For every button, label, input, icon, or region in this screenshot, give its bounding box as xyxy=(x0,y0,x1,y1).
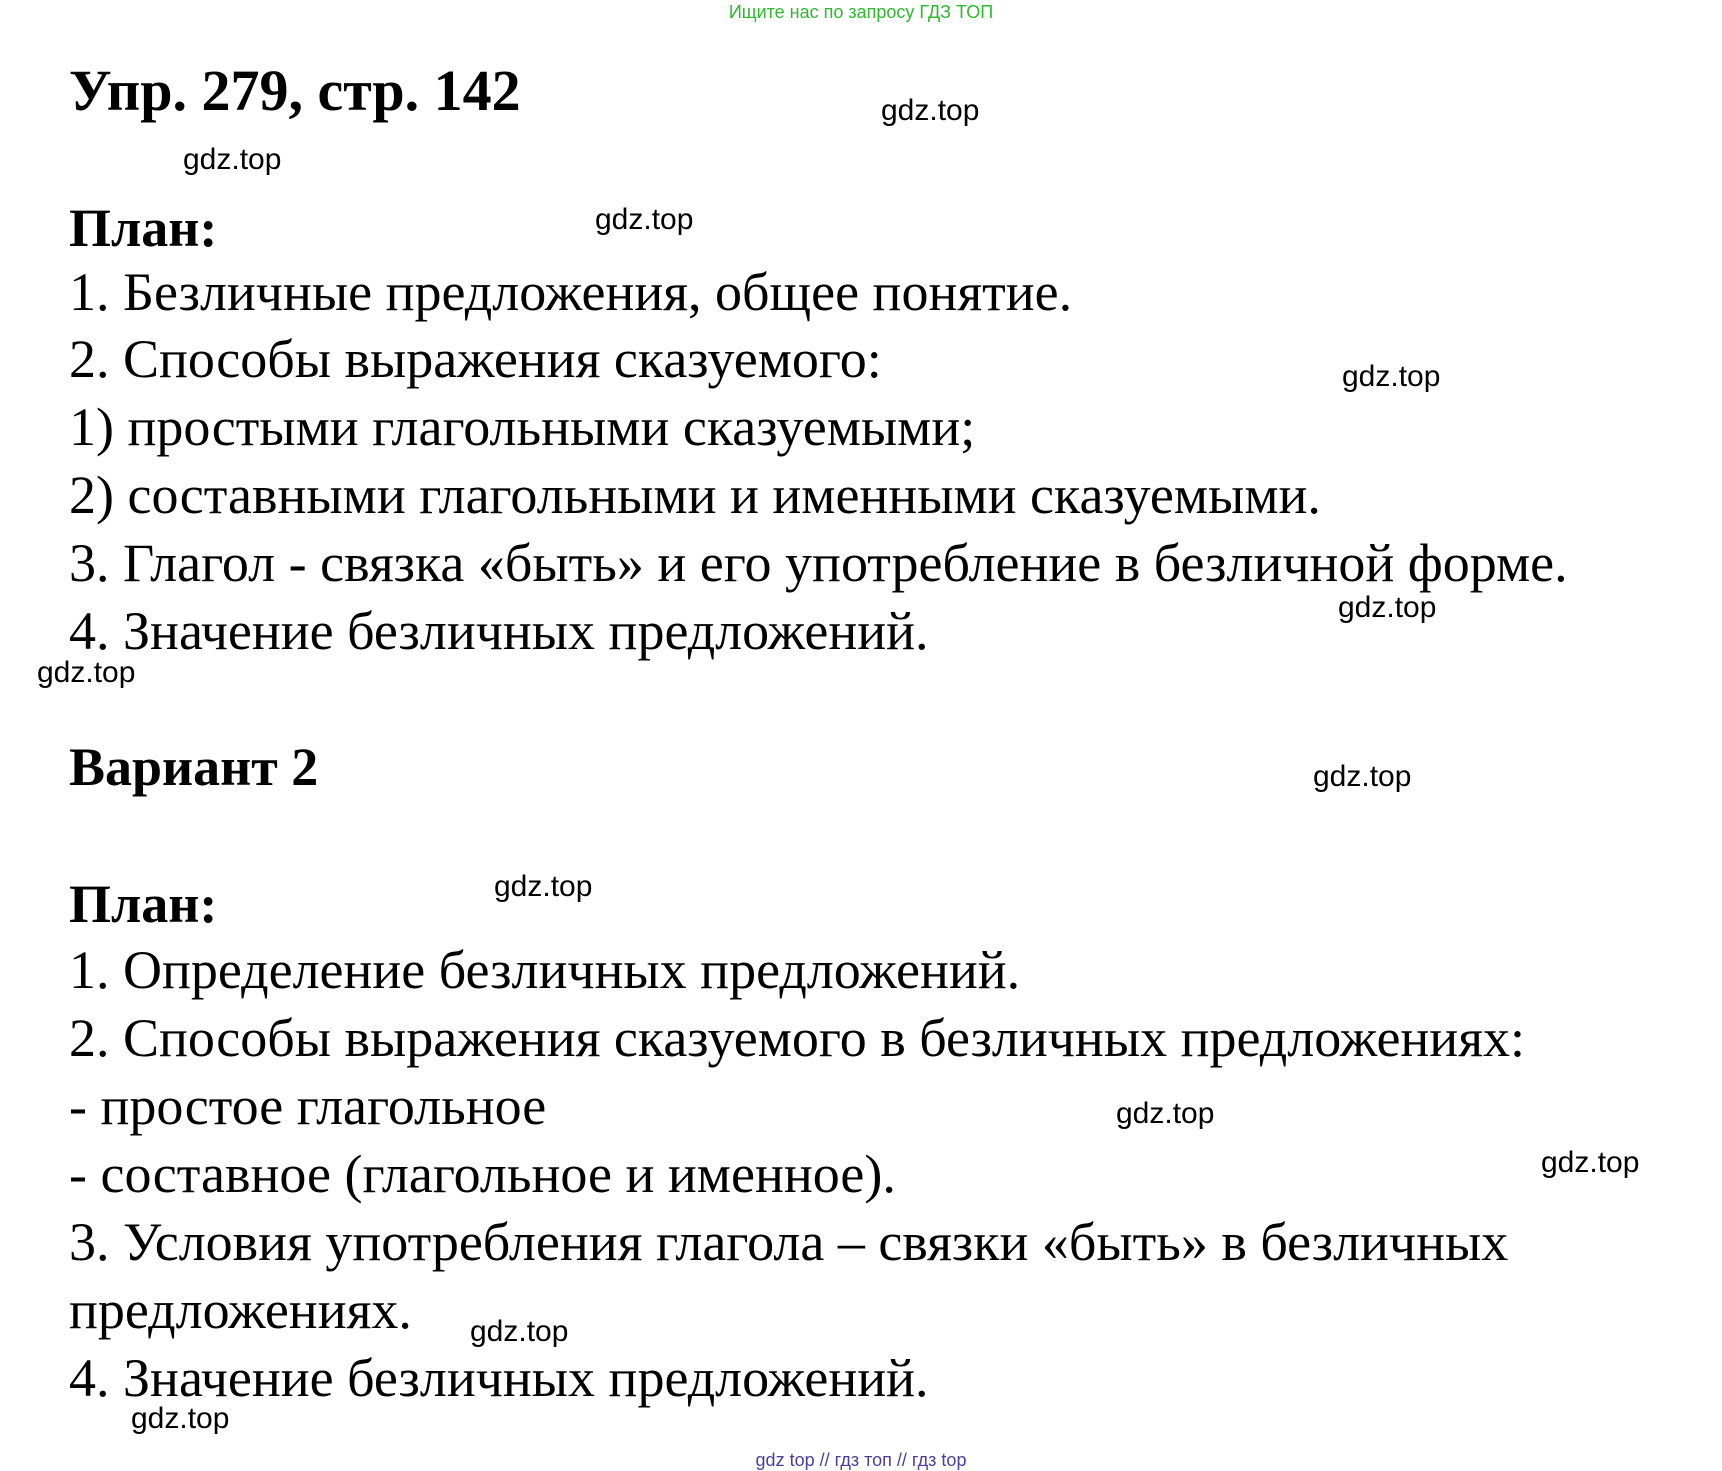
plan-heading-1: План: xyxy=(69,198,218,258)
watermark: gdz.top xyxy=(470,1315,569,1348)
plan-2-line-6: предложениях. xyxy=(69,1280,412,1340)
plan-1-line-3: 1) простыми глагольными сказуемыми; xyxy=(69,397,976,457)
watermark: gdz.top xyxy=(1342,360,1441,393)
plan-1-line-1: 1. Безличные предложения, общее понятие. xyxy=(69,262,1073,322)
watermark: gdz.top xyxy=(37,656,136,689)
variant-heading: Вариант 2 xyxy=(69,737,319,797)
plan-1-line-2: 2. Способы выражения сказуемого: xyxy=(69,329,882,389)
watermark: gdz.top xyxy=(595,203,694,236)
bottom-banner: gdz top // гдз топ // гдз top xyxy=(755,1450,967,1470)
watermark: gdz.top xyxy=(494,870,593,903)
plan-2-line-4: - составное (глагольное и именное). xyxy=(69,1144,896,1204)
page-title: Упр. 279, стр. 142 xyxy=(69,58,521,123)
plan-2-line-5: 3. Условия употребления глагола – связки «быть» в безличных xyxy=(69,1212,1509,1272)
watermark: gdz.top xyxy=(131,1402,230,1435)
watermark: gdz.top xyxy=(1116,1097,1215,1130)
plan-2-line-3: - простое глагольное xyxy=(69,1076,547,1136)
plan-2-line-7: 4. Значение безличных предложений. xyxy=(69,1348,929,1408)
watermark: gdz.top xyxy=(881,94,980,127)
top-banner: Ищите нас по запросу ГДЗ ТОП xyxy=(728,2,994,22)
plan-1-line-6: 4. Значение безличных предложений. xyxy=(69,601,929,661)
plan-1-line-5: 3. Глагол - связка «быть» и его употребление в безличной форме. xyxy=(69,533,1568,593)
watermark: gdz.top xyxy=(1313,760,1412,793)
plan-heading-2: План: xyxy=(69,874,218,934)
plan-2-line-2: 2. Способы выражения сказуемого в безличных предложениях: xyxy=(69,1008,1526,1068)
plan-1-line-4: 2) составными глагольными и именными сказуемыми. xyxy=(69,465,1321,525)
watermark: gdz.top xyxy=(183,143,282,176)
watermark: gdz.top xyxy=(1338,591,1437,624)
plan-2-line-1: 1. Определение безличных предложений. xyxy=(69,940,1021,1000)
watermark: gdz.top xyxy=(1541,1146,1640,1179)
